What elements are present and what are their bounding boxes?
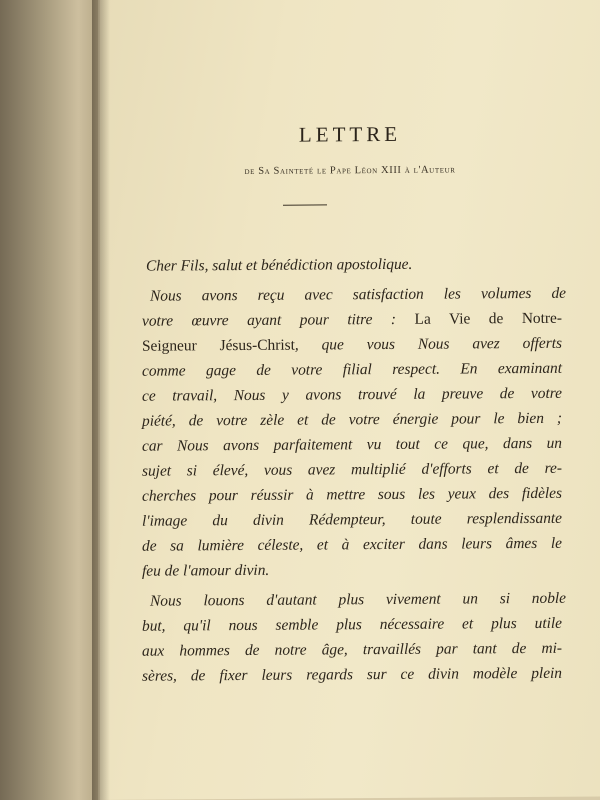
text-line-4: comme gage de votre filial respect. En examinant	[142, 359, 562, 380]
text-line-2-italic: votre œuvre ayant pour titre :	[142, 310, 415, 330]
text-line-12: feu de l'amour divin.	[142, 561, 270, 580]
book-title-part-2: Seigneur Jésus-Christ	[142, 336, 295, 355]
text-line-5: ce travail, Nous y avons trouvé la preuve de votre	[142, 384, 562, 405]
page-content	[100, 0, 600, 800]
text-line-14: but, qu'il nous semble plus nécessaire et plus utile	[142, 614, 562, 635]
text-line-8: sujet si élevé, vous avez multiplié d'efforts et de re-	[142, 459, 562, 480]
text-line-9: cherches pour réussir à mettre sous les yeux des fidèles	[142, 484, 562, 505]
text-line-3	[142, 335, 562, 356]
book-title-part-1: La Vie de Notre-	[414, 309, 562, 328]
greeting-line: Cher Fils, salut et bénédiction apostolique.	[146, 255, 413, 275]
facing-page-edge	[0, 0, 98, 800]
text-line-6: piété, de votre zèle et de votre énergie pour le bien ;	[142, 409, 562, 430]
text-line-16: sères, de fixer leurs regards sur ce divin modèle plein	[142, 664, 562, 685]
letter-title: LETTRE	[298, 121, 402, 147]
text-line-15: aux hommes de notre âge, travaillés par tant de mi-	[142, 639, 562, 660]
text-line-2	[142, 310, 562, 331]
title-rule	[283, 204, 327, 205]
text-line-11: de sa lumière céleste, et à exciter dans leurs âmes le	[142, 534, 562, 555]
text-line-1: Nous avons reçu avec satisfaction les volumes de	[150, 284, 566, 305]
text-line-7: car Nous avons parfaitement vu tout ce que, dans un	[142, 434, 562, 455]
text-line-3-italic: , que vous Nous avez offerts	[294, 334, 562, 354]
book-page	[100, 0, 600, 800]
text-line-10: l'image du divin Rédempteur, toute resplendissante	[142, 509, 562, 530]
gutter-shadow	[92, 0, 110, 800]
text-line-13: Nous louons d'autant plus vivement un si noble	[150, 589, 566, 610]
letter-subtitle: de Sa Sainteté le Pape Léon XIII à l'Auteur	[244, 164, 456, 177]
